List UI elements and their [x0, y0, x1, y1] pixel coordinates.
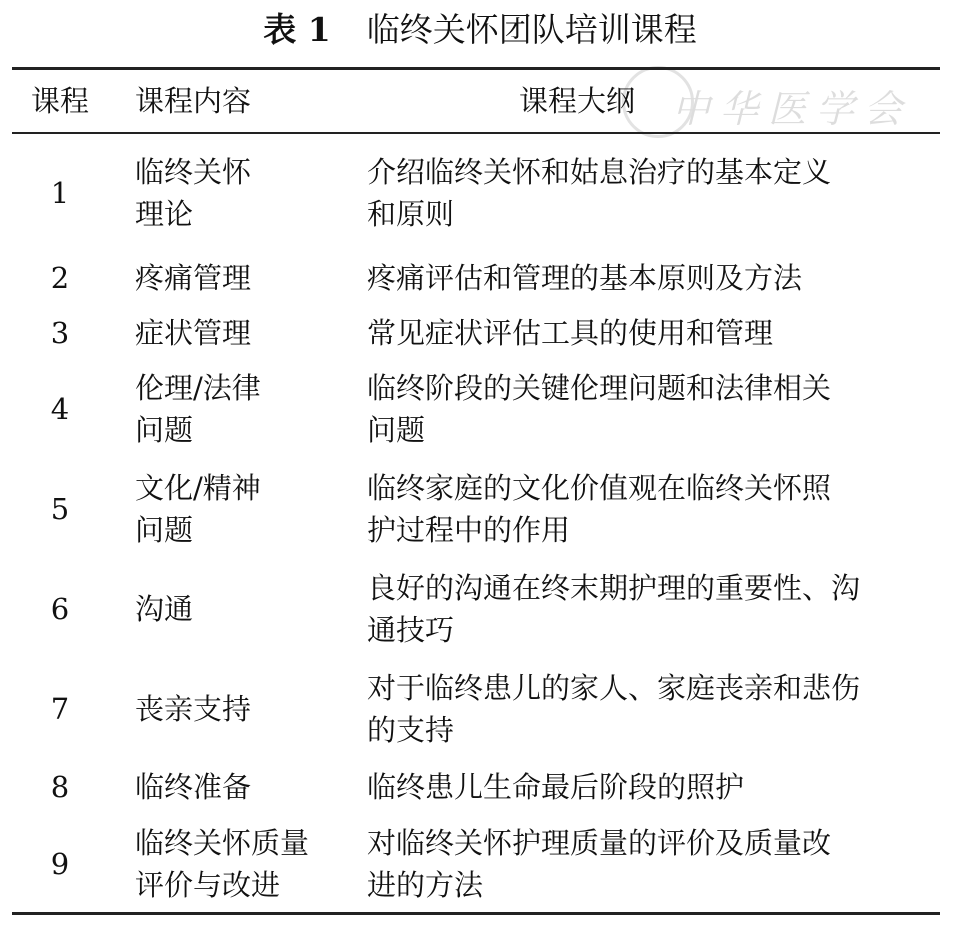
- row-number: 7: [50, 692, 70, 726]
- header-rule: [12, 132, 940, 134]
- row-outline: 常见症状评估工具的使用和管理: [367, 316, 774, 350]
- row-content: 丧亲支持: [135, 692, 252, 726]
- row-outline: 介绍临终关怀和姑息治疗的基本定义 和原则: [367, 155, 832, 231]
- row-number: 6: [50, 592, 70, 626]
- row-outline: 临终患儿生命最后阶段的照护: [367, 770, 745, 804]
- row-number: 3: [50, 316, 70, 350]
- row-number: 8: [50, 770, 70, 804]
- row-outline: 临终家庭的文化价值观在临终关怀照 护过程中的作用: [367, 471, 832, 547]
- row-outline: 良好的沟通在终末期护理的重要性、沟 通技巧: [367, 571, 861, 647]
- header-outline: 课程大纲: [518, 84, 635, 118]
- bottom-rule: [12, 912, 940, 915]
- watermark-text: 中华医学会: [672, 87, 913, 131]
- row-content: 伦理/法律 问题: [135, 371, 261, 447]
- row-content: 临终关怀质量 评价与改进: [135, 826, 310, 902]
- table-label: 表 1: [263, 10, 331, 49]
- row-outline: 对临终关怀护理质量的评价及质量改 进的方法: [367, 826, 832, 902]
- row-number: 9: [50, 847, 70, 881]
- row-outline: 疼痛评估和管理的基本原则及方法: [367, 261, 803, 295]
- row-content: 症状管理: [135, 316, 252, 350]
- row-outline: 临终阶段的关键伦理问题和法律相关 问题: [367, 371, 832, 447]
- row-content: 沟通: [135, 592, 194, 626]
- row-content: 疼痛管理: [135, 261, 252, 295]
- row-content: 临终关怀 理论: [135, 155, 252, 231]
- row-content: 临终准备: [135, 770, 252, 804]
- row-outline: 对于临终患儿的家人、家庭丧亲和悲伤 的支持: [367, 671, 861, 747]
- row-content: 文化/精神 问题: [135, 471, 261, 547]
- row-number: 2: [50, 261, 70, 295]
- table-title: [0, 8, 960, 52]
- row-number: 4: [50, 392, 70, 426]
- table-title-text: 临终关怀团队培训课程: [366, 10, 697, 49]
- row-number: 5: [50, 492, 70, 526]
- header-course: 课程: [30, 84, 89, 118]
- header-content: 课程内容: [135, 84, 252, 118]
- top-rule: [12, 67, 940, 70]
- row-number: 1: [50, 176, 70, 210]
